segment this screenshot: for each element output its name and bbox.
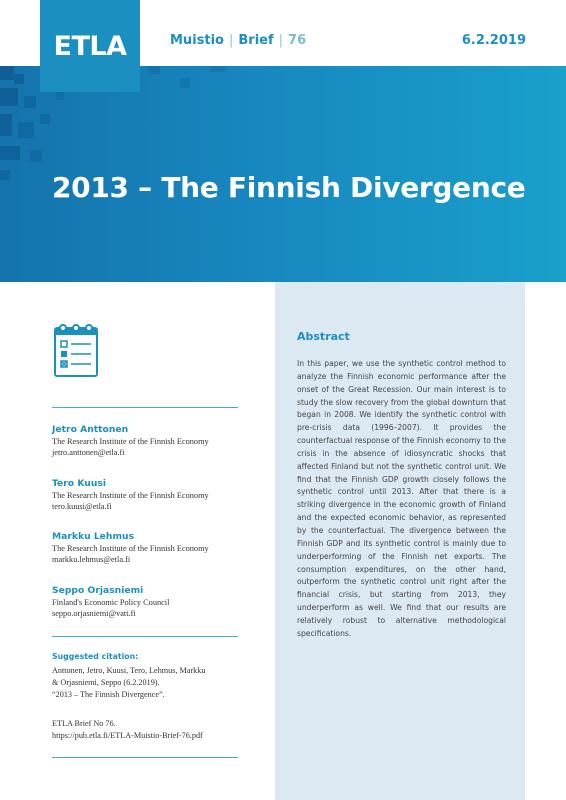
author-email: markku.lehmus@etla.fi — [52, 555, 131, 564]
decor-square — [40, 114, 50, 124]
author-affiliation: The Research Institute of the Finnish Economy — [52, 544, 209, 553]
decor-square — [14, 74, 24, 84]
brief-number: ETLA Brief No 76. — [52, 719, 116, 728]
brief-url[interactable]: https://pub.etla.fi/ETLA-Muistio-Brief-76.pdf — [52, 731, 203, 740]
citation-heading: Suggested citation: — [52, 652, 139, 661]
decor-square — [180, 78, 190, 88]
decor-square — [0, 146, 20, 160]
decor-square — [0, 66, 14, 80]
author-block — [52, 424, 262, 458]
author-affiliation: Finland's Economic Policy Council — [52, 598, 170, 607]
author-name: Jetro Anttonen — [52, 424, 129, 435]
divider — [52, 636, 238, 637]
author-email: jetro.anttonen@etla.fi — [52, 448, 125, 457]
brief-info — [52, 718, 272, 742]
publication-date: 6.2.2019 — [461, 33, 526, 48]
author-affiliation: The Research Institute of the Finnish Economy — [52, 491, 209, 500]
author-name: Markku Lehmus — [52, 531, 135, 542]
decor-square — [0, 114, 12, 136]
decor-square — [148, 66, 160, 74]
divider — [52, 757, 238, 758]
author-affiliation: The Research Institute of the Finnish Economy — [52, 437, 209, 446]
checklist-icon — [52, 322, 100, 378]
series-en: Brief — [238, 33, 274, 48]
author-email: tero.kuusi@etla.fi — [52, 502, 112, 511]
decor-square — [0, 170, 10, 180]
author-name: Seppo Orjasniemi — [52, 585, 144, 596]
decor-square — [18, 122, 34, 138]
etla-logo: ETLA — [40, 0, 140, 92]
series-number: 76 — [288, 33, 307, 48]
abstract-text: In this paper, we use the synthetic control method to analyze the Finnish economic performance after the onset of the Great Recession. Our main interest is to study the slow recovery from the global downturn that began in 2008. We identify the synthetic control with pre-crisis data (1996–2007). It provides the counterfactual response of the Finnish economy to the crisis in the absence of idiosyncratic shocks that affected Finland but not the synthetic control unit. We find that the Finnish GDP growth closely follows the synthetic control until 2013. After that there is a striking divergence in the economic growth of Finland and the expected economic behavior, as represented by the counterfactual. The divergence between the Finnish GDP and its synthetic control is mainly due to underperforming of the Finnish net exports. The consumption expenditures, on the other hand, outperform the synthetic control unit right after the financial crisis, but starting from 2013, they underperform as well. We find that our results are relatively robust to alternative methodological specifications. — [297, 359, 506, 638]
decor-square — [56, 92, 64, 100]
citation-text: Anttonen, Jetro, Kuusi, Tero, Lehmus, Markku & Orjasniemi, Seppo (6.2.2019). “2013 – The Finnish Divergence”. — [52, 666, 206, 699]
decor-square — [210, 66, 226, 72]
author-block — [52, 531, 262, 565]
author-block — [52, 585, 262, 619]
document-title: 2013 – The Finnish Divergence — [52, 171, 526, 204]
abstract-heading: Abstract — [297, 330, 350, 343]
author-block — [52, 478, 262, 512]
decor-square — [24, 96, 36, 108]
author-email: seppo.orjasniemi@vatt.fi — [52, 609, 136, 618]
decor-square — [30, 150, 42, 162]
divider — [52, 407, 238, 408]
series-label: Muistio | Brief | 76 — [170, 33, 307, 48]
series-fi: Muistio — [170, 33, 224, 48]
author-name: Tero Kuusi — [52, 478, 106, 489]
decor-square — [0, 88, 18, 106]
